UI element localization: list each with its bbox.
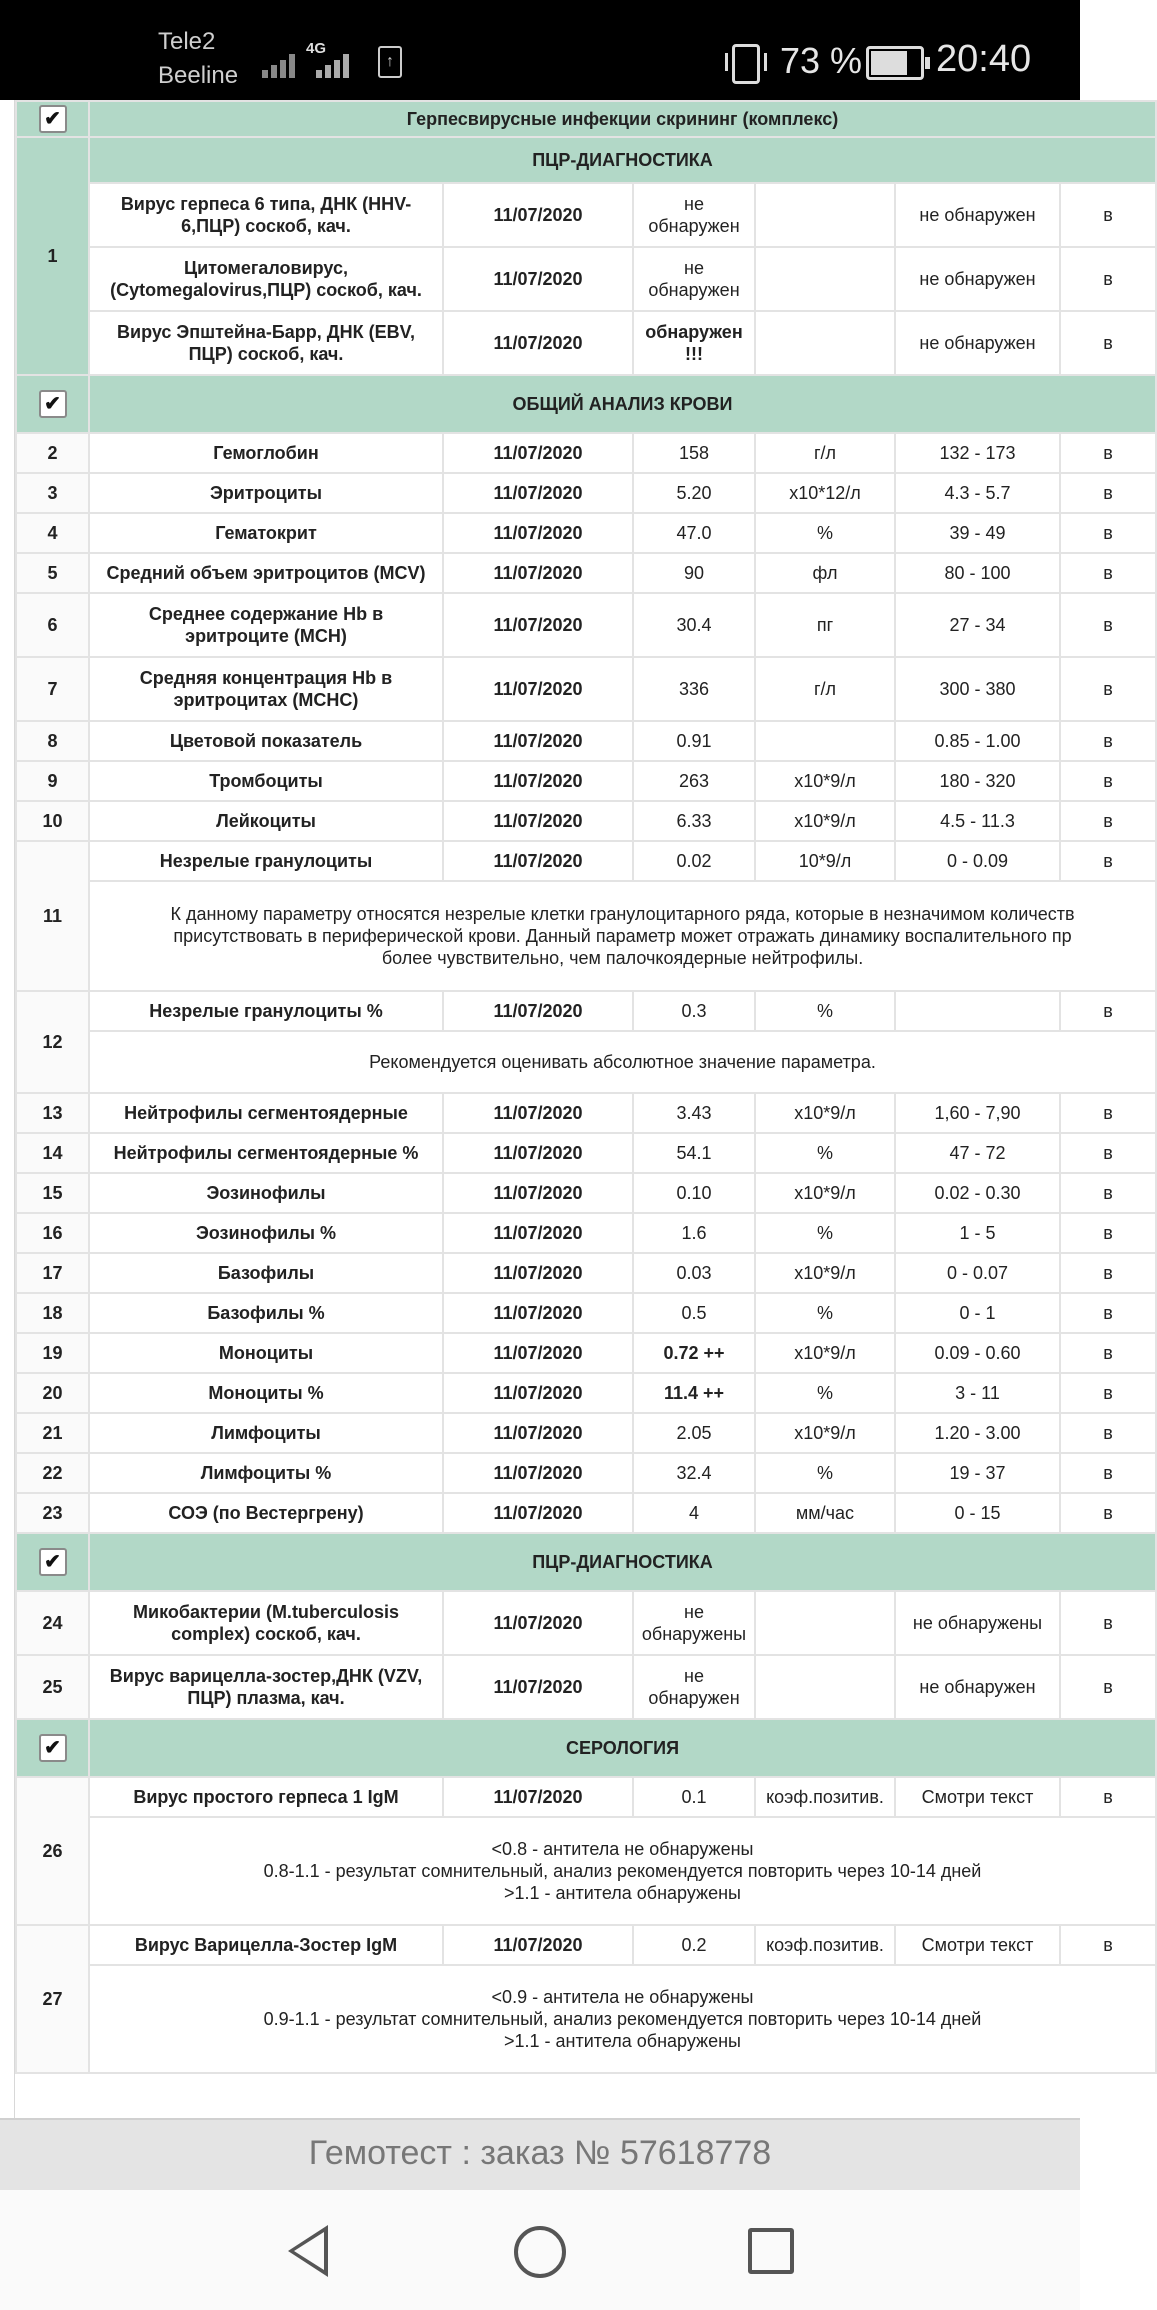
extra-column: в	[1060, 1925, 1156, 1965]
test-name: Цветовой показатель	[89, 721, 443, 761]
test-value: 158	[633, 433, 755, 473]
test-name: Нейтрофилы сегментоядерные	[89, 1093, 443, 1133]
row-number: 9	[16, 761, 89, 801]
table-row	[16, 1373, 1156, 1413]
table-row	[16, 1333, 1156, 1373]
test-value: 90	[633, 553, 755, 593]
test-value: 54.1	[633, 1133, 755, 1173]
test-name: Моноциты	[89, 1333, 443, 1373]
section-header	[16, 101, 1156, 137]
test-value: 0.3	[633, 991, 755, 1031]
extra-column: в	[1060, 1253, 1156, 1293]
test-name: Незрелые гранулоциты	[89, 841, 443, 881]
test-date: 11/07/2020	[443, 593, 633, 657]
test-value: 47.0	[633, 513, 755, 553]
test-value: 0.91	[633, 721, 755, 761]
test-date: 11/07/2020	[443, 1133, 633, 1173]
test-date: 11/07/2020	[443, 1413, 633, 1453]
test-value: 0.02	[633, 841, 755, 881]
reference-range: 39 - 49	[895, 513, 1060, 553]
test-unit	[755, 247, 895, 311]
test-name: Нейтрофилы сегментоядерные %	[89, 1133, 443, 1173]
test-name: Гематокрит	[89, 513, 443, 553]
reference-range: 80 - 100	[895, 553, 1060, 593]
test-date: 11/07/2020	[443, 801, 633, 841]
test-unit: x10*9/л	[755, 801, 895, 841]
section-title: ПЦР-ДИАГНОСТИКА	[89, 1533, 1156, 1591]
extra-column: в	[1060, 311, 1156, 375]
row-number: 19	[16, 1333, 89, 1373]
extra-column: в	[1060, 761, 1156, 801]
reference-range: 27 - 34	[895, 593, 1060, 657]
reference-range: 3 - 11	[895, 1373, 1060, 1413]
test-value: 0.2	[633, 1925, 755, 1965]
row-number: 1	[16, 137, 89, 375]
reference-range	[895, 991, 1060, 1031]
table-row	[16, 593, 1156, 657]
test-name: Вирус простого герпеса 1 IgM	[89, 1777, 443, 1817]
test-value: не обнаружены	[633, 1591, 755, 1655]
row-number: 25	[16, 1655, 89, 1719]
test-unit	[755, 1655, 895, 1719]
test-date: 11/07/2020	[443, 761, 633, 801]
test-unit: %	[755, 1213, 895, 1253]
checkmark-icon[interactable]: ✔	[39, 390, 67, 418]
test-name: Средний объем эритроцитов (MCV)	[89, 553, 443, 593]
reference-range: не обнаружен	[895, 183, 1060, 247]
test-unit	[755, 721, 895, 761]
order-number: Гемотест : заказ № 57618778	[308, 2134, 772, 2172]
reference-range: 0 - 1	[895, 1293, 1060, 1333]
test-unit: 10*9/л	[755, 841, 895, 881]
reference-range: 300 - 380	[895, 657, 1060, 721]
section-title: ПЦР-ДИАГНОСТИКА	[89, 137, 1156, 183]
extra-column: в	[1060, 1293, 1156, 1333]
test-date: 11/07/2020	[443, 1777, 633, 1817]
test-date: 11/07/2020	[443, 1655, 633, 1719]
test-date: 11/07/2020	[443, 1093, 633, 1133]
clock: 20:40	[936, 38, 1032, 80]
section-title: СЕРОЛОГИЯ	[89, 1719, 1156, 1777]
test-date: 11/07/2020	[443, 1333, 633, 1373]
test-unit	[755, 1591, 895, 1655]
table-row	[16, 801, 1156, 841]
test-value: не обнаружен	[633, 1655, 755, 1719]
test-value: 0.03	[633, 1253, 755, 1293]
section-header	[16, 375, 1156, 433]
test-name: Вирус герпеса 6 типа, ДНК (HHV-6,ПЦР) соскоб, кач.	[89, 183, 443, 247]
test-date: 11/07/2020	[443, 513, 633, 553]
test-date: 11/07/2020	[443, 247, 633, 311]
table-row	[16, 1925, 1156, 1965]
test-date: 11/07/2020	[443, 1213, 633, 1253]
extra-column: в	[1060, 1373, 1156, 1413]
home-icon[interactable]	[514, 2226, 566, 2278]
extra-column: в	[1060, 553, 1156, 593]
table-row	[16, 657, 1156, 721]
battery-percent: 73 %	[780, 40, 863, 81]
reference-range: 47 - 72	[895, 1133, 1060, 1173]
reference-range: 0 - 15	[895, 1493, 1060, 1533]
extra-column: в	[1060, 657, 1156, 721]
note-row	[16, 1817, 1156, 1925]
test-unit: %	[755, 1133, 895, 1173]
reference-range: не обнаружен	[895, 247, 1060, 311]
test-date: 11/07/2020	[443, 1591, 633, 1655]
extra-column: в	[1060, 1493, 1156, 1533]
table-row	[16, 1253, 1156, 1293]
test-unit: %	[755, 1293, 895, 1333]
test-name: Вирус Варицелла-Зостер IgM	[89, 1925, 443, 1965]
extra-column: в	[1060, 991, 1156, 1031]
test-value: 5.20	[633, 473, 755, 513]
test-name: Среднее содержание Hb в эритроците (MCH)	[89, 593, 443, 657]
reference-range: 1,60 - 7,90	[895, 1093, 1060, 1133]
note-line: 0.9-1.1 - результат сомнительный, анализ рекомендуется повторить через 10-14 дней	[263, 2009, 982, 2029]
extra-column: в	[1060, 1133, 1156, 1173]
test-unit: коэф.позитив.	[755, 1777, 895, 1817]
test-unit: x10*9/л	[755, 1173, 895, 1213]
test-name: Вирус Эпштейна-Барр, ДНК (EBV, ПЦР) соскоб, кач.	[89, 311, 443, 375]
test-unit: фл	[755, 553, 895, 593]
checkmark-icon[interactable]: ✔	[39, 105, 67, 133]
extra-column: в	[1060, 513, 1156, 553]
note-line: >1.1 - антитела обнаружены	[504, 1883, 741, 1903]
test-name: Эритроциты	[89, 473, 443, 513]
reference-range: Смотри текст	[895, 1925, 1060, 1965]
test-name: Тромбоциты	[89, 761, 443, 801]
row-number: 7	[16, 657, 89, 721]
test-date: 11/07/2020	[443, 721, 633, 761]
row-number: 18	[16, 1293, 89, 1333]
test-value: 0.10	[633, 1173, 755, 1213]
reference-range: 1 - 5	[895, 1213, 1060, 1253]
test-unit: %	[755, 1373, 895, 1413]
row-number: 6	[16, 593, 89, 657]
test-value: 336	[633, 657, 755, 721]
row-number: 2	[16, 433, 89, 473]
test-date: 11/07/2020	[443, 841, 633, 881]
table-row	[16, 1133, 1156, 1173]
extra-column: в	[1060, 801, 1156, 841]
test-value: 1.6	[633, 1213, 755, 1253]
test-name: Лимфоциты	[89, 1413, 443, 1453]
table-row	[16, 1293, 1156, 1333]
test-name: Лимфоциты %	[89, 1453, 443, 1493]
test-date: 11/07/2020	[443, 991, 633, 1031]
test-unit: x10*9/л	[755, 1093, 895, 1133]
extra-column: в	[1060, 183, 1156, 247]
table-row	[16, 433, 1156, 473]
battery-icon	[866, 46, 924, 80]
test-value: не обнаружен	[633, 247, 755, 311]
table-row	[16, 1213, 1156, 1253]
test-unit: пг	[755, 593, 895, 657]
test-unit	[755, 311, 895, 375]
reference-range: 0 - 0.09	[895, 841, 1060, 881]
test-value: 263	[633, 761, 755, 801]
test-name: Цитомегаловирус, (Cytomegalovirus,ПЦР) соскоб, кач.	[89, 247, 443, 311]
table-row	[16, 991, 1156, 1031]
row-number: 20	[16, 1373, 89, 1413]
extra-column: в	[1060, 1591, 1156, 1655]
test-value: 4	[633, 1493, 755, 1533]
row-number: 5	[16, 553, 89, 593]
test-value: 30.4	[633, 593, 755, 657]
test-date: 11/07/2020	[443, 1925, 633, 1965]
section-checkbox[interactable]	[16, 1719, 89, 1777]
reference-range: 4.3 - 5.7	[895, 473, 1060, 513]
row-number: 3	[16, 473, 89, 513]
system-nav-bar	[0, 2190, 1080, 2310]
row-number: 27	[16, 1925, 89, 2073]
test-unit: x10*9/л	[755, 1333, 895, 1373]
status-bar	[0, 0, 1080, 100]
row-number: 10	[16, 801, 89, 841]
row-number: 17	[16, 1253, 89, 1293]
note-line: К данному параметру относятся незрелые клетки гранулоцитарного ряда, которые в незначимом количеств	[170, 904, 1075, 924]
note-line: присутствовать в периферической крови. Данный параметр может отражать динамику воспалительного пр	[173, 926, 1072, 946]
extra-column: в	[1060, 721, 1156, 761]
test-date: 11/07/2020	[443, 657, 633, 721]
row-number: 13	[16, 1093, 89, 1133]
reference-range: не обнаружен	[895, 1655, 1060, 1719]
test-name: Моноциты %	[89, 1373, 443, 1413]
order-footer	[0, 2118, 1080, 2190]
row-number: 23	[16, 1493, 89, 1533]
checkmark-icon[interactable]: ✔	[39, 1548, 67, 1576]
row-number: 26	[16, 1777, 89, 1925]
extra-column: в	[1060, 1453, 1156, 1493]
test-name: Базофилы %	[89, 1293, 443, 1333]
test-value: 2.05	[633, 1413, 755, 1453]
table-row	[16, 247, 1156, 311]
section-header	[16, 1533, 1156, 1591]
table-row	[16, 1453, 1156, 1493]
test-value: 6.33	[633, 801, 755, 841]
section-checkbox[interactable]	[16, 101, 89, 137]
reference-range: 19 - 37	[895, 1453, 1060, 1493]
table-row	[16, 1413, 1156, 1453]
table-row	[16, 1591, 1156, 1655]
reference-range: не обнаружен	[895, 311, 1060, 375]
section-header	[16, 1719, 1156, 1777]
note-row	[16, 1965, 1156, 2073]
row-number: 4	[16, 513, 89, 553]
test-date: 11/07/2020	[443, 1173, 633, 1213]
section-title: Герпесвирусные инфекции скрининг (комплекс)	[89, 101, 1156, 137]
test-name: Эозинофилы	[89, 1173, 443, 1213]
back-icon[interactable]	[288, 2225, 328, 2277]
row-number: 15	[16, 1173, 89, 1213]
row-number: 24	[16, 1591, 89, 1655]
reference-range: 0.85 - 1.00	[895, 721, 1060, 761]
test-date: 11/07/2020	[443, 473, 633, 513]
extra-column: в	[1060, 1777, 1156, 1817]
test-date: 11/07/2020	[443, 183, 633, 247]
note-line: 0.8-1.1 - результат сомнительный, анализ рекомендуется повторить через 10-14 дней	[263, 1861, 982, 1881]
test-unit: мм/час	[755, 1493, 895, 1533]
test-value: 11.4 ++	[633, 1373, 755, 1413]
table-row	[16, 721, 1156, 761]
extra-column: в	[1060, 1213, 1156, 1253]
test-unit: %	[755, 1453, 895, 1493]
test-date: 11/07/2020	[443, 433, 633, 473]
extra-column: в	[1060, 841, 1156, 881]
table-row	[16, 1093, 1156, 1133]
row-number: 11	[16, 841, 89, 991]
table-row	[16, 1173, 1156, 1213]
test-value: 0.5	[633, 1293, 755, 1333]
extra-column: в	[1060, 1333, 1156, 1373]
note-row	[16, 881, 1156, 991]
carrier-name-2: Beeline	[158, 62, 239, 89]
test-date: 11/07/2020	[443, 1293, 633, 1333]
note-line: <0.9 - антитела не обнаружены	[491, 1987, 754, 2007]
test-unit: x10*12/л	[755, 473, 895, 513]
table-row	[16, 1493, 1156, 1533]
test-name: Вирус варицелла-зостер,ДНК (VZV, ПЦР) плазма, кач.	[89, 1655, 443, 1719]
row-number: 8	[16, 721, 89, 761]
reference-range: не обнаружены	[895, 1591, 1060, 1655]
test-value: не обнаружен	[633, 183, 755, 247]
row-number: 21	[16, 1413, 89, 1453]
reference-range: Смотри текст	[895, 1777, 1060, 1817]
row-number: 14	[16, 1133, 89, 1173]
section-title: ОБЩИЙ АНАЛИЗ КРОВИ	[89, 375, 1156, 433]
extra-column: в	[1060, 1413, 1156, 1453]
test-unit: коэф.позитив.	[755, 1925, 895, 1965]
test-note	[89, 1817, 1156, 1925]
section-checkbox[interactable]	[16, 1533, 89, 1591]
test-date: 11/07/2020	[443, 311, 633, 375]
test-name: Лейкоциты	[89, 801, 443, 841]
extra-column: в	[1060, 1655, 1156, 1719]
test-unit: г/л	[755, 433, 895, 473]
test-date: 11/07/2020	[443, 553, 633, 593]
reference-range: 4.5 - 11.3	[895, 801, 1060, 841]
test-date: 11/07/2020	[443, 1493, 633, 1533]
extra-column: в	[1060, 593, 1156, 657]
test-unit: x10*9/л	[755, 1413, 895, 1453]
network-type-badge: 4G	[306, 40, 327, 57]
test-name: СОЭ (по Вестергрену)	[89, 1493, 443, 1533]
test-name: Базофилы	[89, 1253, 443, 1293]
test-name: Средняя концентрация Hb в эритроцитах (MCHC)	[89, 657, 443, 721]
table-row	[16, 1655, 1156, 1719]
test-date: 11/07/2020	[443, 1453, 633, 1493]
table-row	[16, 311, 1156, 375]
vibrate-icon	[732, 44, 760, 84]
test-note	[89, 881, 1156, 991]
table-row	[16, 183, 1156, 247]
note-line: более чувствительно, чем палочкоядерные нейтрофилы.	[381, 948, 864, 968]
test-name: Гемоглобин	[89, 433, 443, 473]
test-value: 3.43	[633, 1093, 755, 1133]
table-row	[16, 513, 1156, 553]
test-name: Незрелые гранулоциты %	[89, 991, 443, 1031]
reference-range: 0.02 - 0.30	[895, 1173, 1060, 1213]
reference-range: 180 - 320	[895, 761, 1060, 801]
test-unit: %	[755, 513, 895, 553]
section-checkbox[interactable]	[16, 375, 89, 433]
test-value: 32.4	[633, 1453, 755, 1493]
row-number: 22	[16, 1453, 89, 1493]
results-table	[15, 100, 1157, 2074]
report-content[interactable]	[14, 100, 1113, 2118]
recent-apps-icon[interactable]	[748, 2228, 794, 2274]
reference-range: 132 - 173	[895, 433, 1060, 473]
test-note: Рекомендуется оценивать абсолютное значение параметра.	[89, 1031, 1156, 1093]
carrier-name-1: Tele2	[158, 28, 216, 55]
extra-column: в	[1060, 247, 1156, 311]
test-value: 0.1	[633, 1777, 755, 1817]
extra-column: в	[1060, 433, 1156, 473]
table-row	[16, 473, 1156, 513]
test-unit: %	[755, 991, 895, 1031]
note-line: >1.1 - антитела обнаружены	[504, 2031, 741, 2051]
table-row	[16, 1777, 1156, 1817]
extra-column: в	[1060, 1093, 1156, 1133]
test-unit: x10*9/л	[755, 1253, 895, 1293]
section-header	[16, 137, 1156, 183]
upload-icon: ↑	[378, 46, 402, 78]
reference-range: 1.20 - 3.00	[895, 1413, 1060, 1453]
test-name: Микобактерии (M.tuberculosis complex) соскоб, кач.	[89, 1591, 443, 1655]
test-unit: x10*9/л	[755, 761, 895, 801]
checkmark-icon[interactable]: ✔	[39, 1734, 67, 1762]
reference-range: 0 - 0.07	[895, 1253, 1060, 1293]
extra-column: в	[1060, 1173, 1156, 1213]
row-number: 16	[16, 1213, 89, 1253]
table-row	[16, 553, 1156, 593]
test-unit	[755, 183, 895, 247]
test-date: 11/07/2020	[443, 1373, 633, 1413]
extra-column: в	[1060, 473, 1156, 513]
note-row	[16, 1031, 1156, 1093]
note-line: <0.8 - антитела не обнаружены	[491, 1839, 754, 1859]
reference-range: 0.09 - 0.60	[895, 1333, 1060, 1373]
test-unit: г/л	[755, 657, 895, 721]
table-row	[16, 761, 1156, 801]
row-number: 12	[16, 991, 89, 1093]
test-name: Эозинофилы %	[89, 1213, 443, 1253]
test-value: 0.72 ++	[633, 1333, 755, 1373]
test-value: обнаружен !!!	[633, 311, 755, 375]
table-row	[16, 841, 1156, 881]
test-note	[89, 1965, 1156, 2073]
test-date: 11/07/2020	[443, 1253, 633, 1293]
